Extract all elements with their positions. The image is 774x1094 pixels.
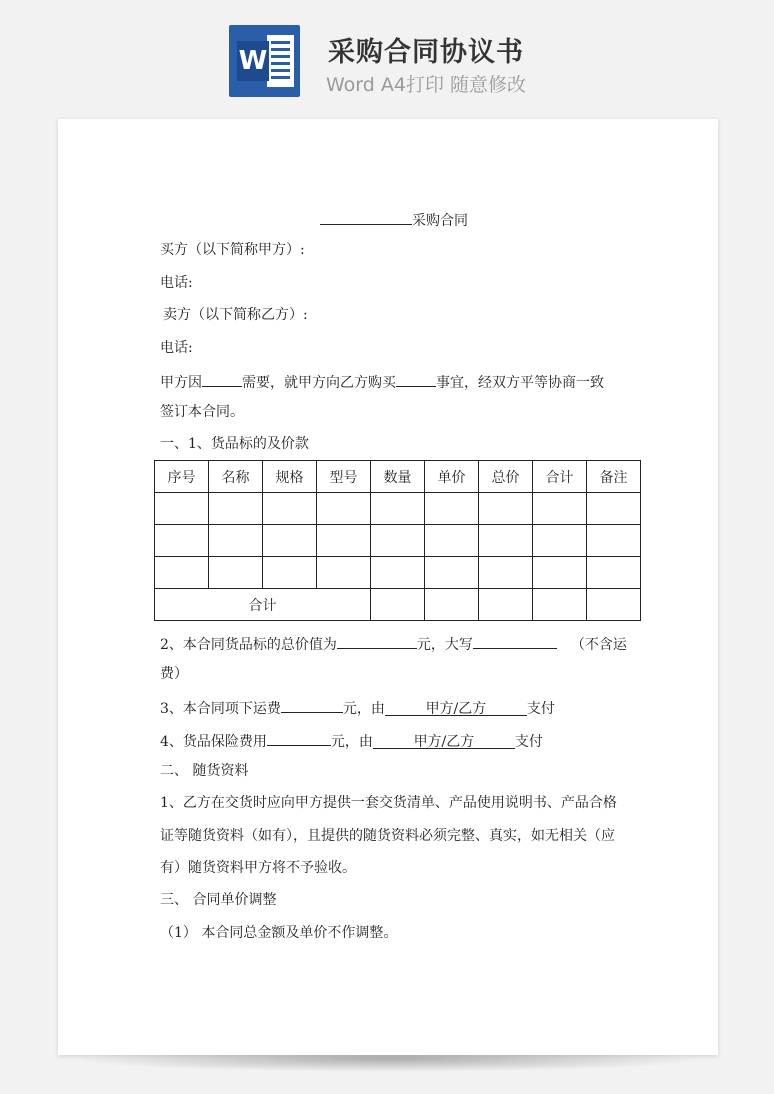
table-cell[interactable]	[479, 525, 533, 557]
page-title: 采购合同协议书	[328, 37, 524, 68]
freight-payer-text: 甲方/乙方	[425, 701, 487, 717]
page-subtitle: Word A4打印 随意修改	[326, 74, 527, 96]
table-cell[interactable]	[371, 589, 425, 621]
page-icon-line	[271, 76, 290, 79]
word-document-icon	[229, 25, 300, 97]
watermark: ​	[89, 452, 107, 471]
heading-text: 采购合同	[412, 213, 468, 229]
table-cell[interactable]	[479, 589, 533, 621]
table-cell[interactable]	[425, 557, 479, 589]
buyer-line: 买方（以下简称甲方）:	[160, 242, 305, 258]
table-header-cell: 数量	[371, 461, 425, 493]
item2-line	[160, 633, 627, 654]
page-icon-line	[271, 41, 290, 44]
goods-table	[154, 460, 641, 621]
item3-text: 元，由	[342, 701, 385, 717]
table-cell[interactable]	[317, 493, 371, 525]
insurance-payer-text: 甲方/乙方	[413, 734, 475, 750]
table-cell[interactable]	[371, 557, 425, 589]
document-page	[58, 119, 718, 1055]
total-value-blank[interactable]	[337, 633, 417, 649]
section2-body-line: 1、乙方在交货时应向甲方提供一套交货清单、产品使用说明书、产品合格	[160, 795, 617, 811]
intro-text: 甲方因	[160, 375, 202, 391]
item3-line	[160, 697, 555, 718]
table-cell[interactable]	[263, 557, 317, 589]
table-cell[interactable]	[155, 557, 209, 589]
table-header-cell: 合计	[533, 461, 587, 493]
item3-text: 3、本合同项下运费	[160, 701, 281, 717]
section3-title: 三、 合同单价调整	[160, 892, 277, 908]
goods-blank[interactable]	[396, 371, 436, 387]
document-heading	[320, 209, 468, 230]
table-cell[interactable]	[425, 589, 479, 621]
table-cell[interactable]	[155, 493, 209, 525]
table-cell[interactable]	[209, 493, 263, 525]
section2-body-line: 有）随货资料甲方将不予验收。	[160, 860, 356, 876]
table-header-cell: 单价	[425, 461, 479, 493]
page-icon-line	[271, 48, 290, 51]
section3-item1: （1） 本合同总金额及单价不作调整。	[160, 925, 398, 941]
table-cell[interactable]	[263, 525, 317, 557]
table-cell[interactable]	[425, 525, 479, 557]
page-icon-line	[271, 55, 290, 58]
table-row	[155, 557, 641, 589]
heading-blank[interactable]	[320, 209, 412, 225]
table-cell[interactable]	[587, 589, 641, 621]
item4-text: 元，由	[330, 734, 373, 750]
table-header-cell: 序号	[155, 461, 209, 493]
table-cell[interactable]	[587, 493, 641, 525]
table-cell[interactable]	[263, 493, 317, 525]
table-total-label: 合计	[155, 589, 371, 621]
insurance-payer-field[interactable]	[373, 733, 515, 749]
table-cell[interactable]	[533, 525, 587, 557]
table-cell[interactable]	[317, 525, 371, 557]
intro-continuation: 签订本合同。	[160, 404, 244, 420]
table-header-cell: 备注	[587, 461, 641, 493]
table-header-cell: 名称	[209, 461, 263, 493]
table-cell[interactable]	[479, 493, 533, 525]
table-header-row	[155, 461, 641, 493]
section2-title: 二、 随货资料	[160, 763, 249, 779]
table-cell[interactable]	[533, 589, 587, 621]
table-cell[interactable]	[209, 525, 263, 557]
item2-text: 元，大写	[416, 637, 473, 653]
table-cell[interactable]	[587, 525, 641, 557]
intro-text: 需要，就甲方向乙方购买	[242, 375, 396, 391]
table-total-row	[155, 589, 641, 621]
table-cell[interactable]	[371, 493, 425, 525]
item2-text: 2、本合同货品标的总价值为	[160, 637, 337, 653]
header	[0, 0, 774, 110]
insurance-blank[interactable]	[267, 730, 331, 746]
section2-body-line: 证等随货资料（如有），且提供的随货资料必须完整、真实，如无相关（应	[160, 828, 615, 844]
word-letter-badge: W	[237, 41, 269, 81]
buyer-phone-label: 电话:	[160, 275, 193, 291]
table-cell[interactable]	[371, 525, 425, 557]
seller-phone-label: 电话:	[160, 340, 193, 356]
section1-title: 一、1、货品标的及价款	[160, 436, 309, 452]
item4-line	[160, 730, 543, 751]
table-cell[interactable]	[155, 525, 209, 557]
item3-text: 支付	[526, 701, 555, 717]
table-cell[interactable]	[587, 557, 641, 589]
table-cell[interactable]	[479, 557, 533, 589]
freight-blank[interactable]	[281, 697, 343, 713]
seller-line: 卖方（以下简称乙方）:	[163, 307, 308, 323]
purpose-blank[interactable]	[202, 371, 242, 387]
item2-text: （不含运	[570, 637, 627, 653]
table-header-cell: 型号	[317, 461, 371, 493]
table-row	[155, 525, 641, 557]
table-cell[interactable]	[209, 557, 263, 589]
item4-text: 支付	[514, 734, 543, 750]
page-icon-line	[271, 69, 290, 72]
table-row	[155, 493, 641, 525]
table-header-cell: 总价	[479, 461, 533, 493]
item4-text: 4、货品保险费用	[160, 734, 267, 750]
intro-text: 事宜，经双方平等协商一致	[436, 375, 604, 391]
table-cell[interactable]	[425, 493, 479, 525]
table-cell[interactable]	[317, 557, 371, 589]
table-cell[interactable]	[533, 493, 587, 525]
table-header-cell: 规格	[263, 461, 317, 493]
total-uppercase-blank[interactable]	[473, 633, 557, 649]
freight-payer-field[interactable]	[385, 700, 527, 716]
item2-continuation: 费）	[160, 666, 188, 682]
table-cell[interactable]	[533, 557, 587, 589]
intro-paragraph	[160, 371, 604, 392]
page-icon-line	[271, 62, 290, 65]
